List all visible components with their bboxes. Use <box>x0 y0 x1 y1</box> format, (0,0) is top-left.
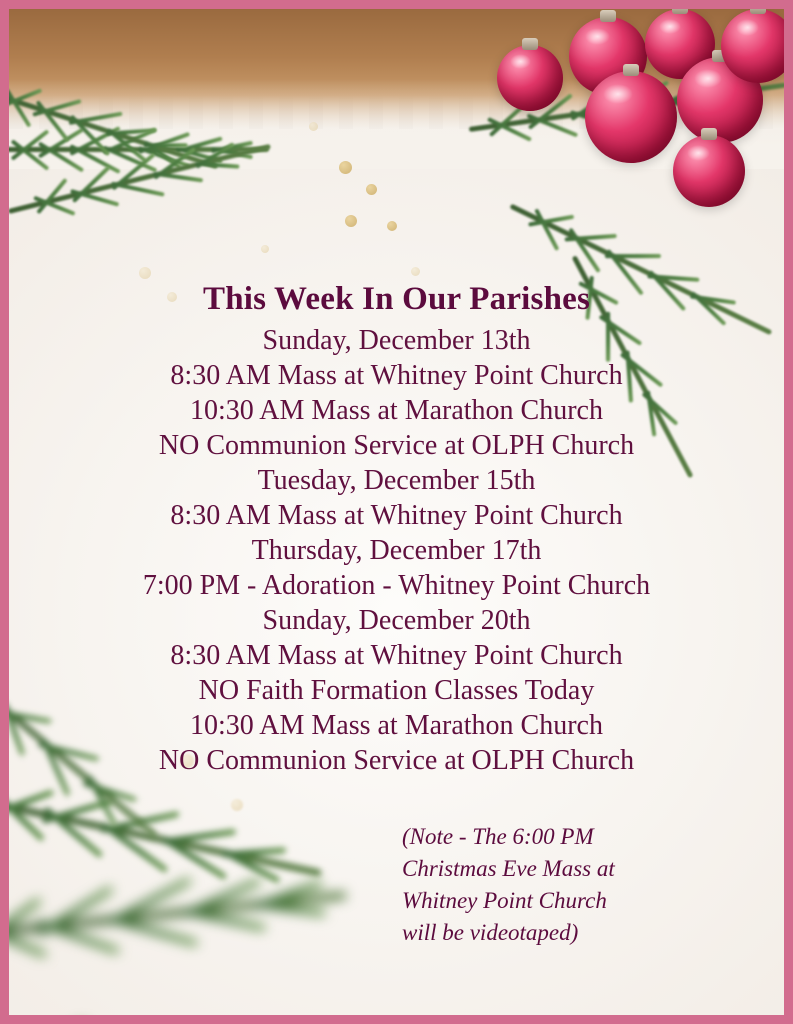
gold-confetti-dot <box>309 122 318 131</box>
note-line: will be videotaped) <box>402 920 579 945</box>
flyer-text-block <box>9 277 784 778</box>
note-line: Whitney Point Church <box>402 888 607 913</box>
gold-confetti-dot <box>411 267 420 276</box>
gold-confetti-dot <box>339 161 352 174</box>
schedule-line: 8:30 AM Mass at Whitney Point Church <box>170 640 623 671</box>
schedule-line: Thursday, December 17th <box>251 535 542 566</box>
gold-confetti-dot <box>261 245 269 253</box>
schedule-line: Tuesday, December 15th <box>257 465 536 496</box>
note-line: Christmas Eve Mass at <box>402 856 615 881</box>
gold-confetti-dot <box>366 184 377 195</box>
gold-confetti-dot <box>387 221 397 231</box>
schedule-line: NO Faith Formation Classes Today <box>198 675 595 706</box>
schedule-line: 10:30 AM Mass at Marathon Church <box>190 395 603 426</box>
page-title: This Week In Our Parishes <box>202 281 591 317</box>
schedule-line: NO Communion Service at OLPH Church <box>158 745 635 776</box>
schedule-line: Sunday, December 13th <box>262 325 531 356</box>
schedule-line: 8:30 AM Mass at Whitney Point Church <box>170 360 623 391</box>
schedule-line: NO Communion Service at OLPH Church <box>158 430 635 461</box>
christmas-ornament <box>585 71 677 163</box>
christmas-eve-note <box>402 821 722 949</box>
gold-confetti-dot <box>345 215 357 227</box>
christmas-ornament <box>497 45 563 111</box>
christmas-ornament <box>673 135 745 207</box>
schedule-line: 8:30 AM Mass at Whitney Point Church <box>170 500 623 531</box>
schedule-line: Sunday, December 20th <box>262 605 531 636</box>
christmas-ornament <box>721 9 793 83</box>
schedule-line: 7:00 PM - Adoration - Whitney Point Church <box>142 570 651 601</box>
schedule-line: 10:30 AM Mass at Marathon Church <box>190 710 603 741</box>
note-line: (Note - The 6:00 PM <box>402 824 594 849</box>
